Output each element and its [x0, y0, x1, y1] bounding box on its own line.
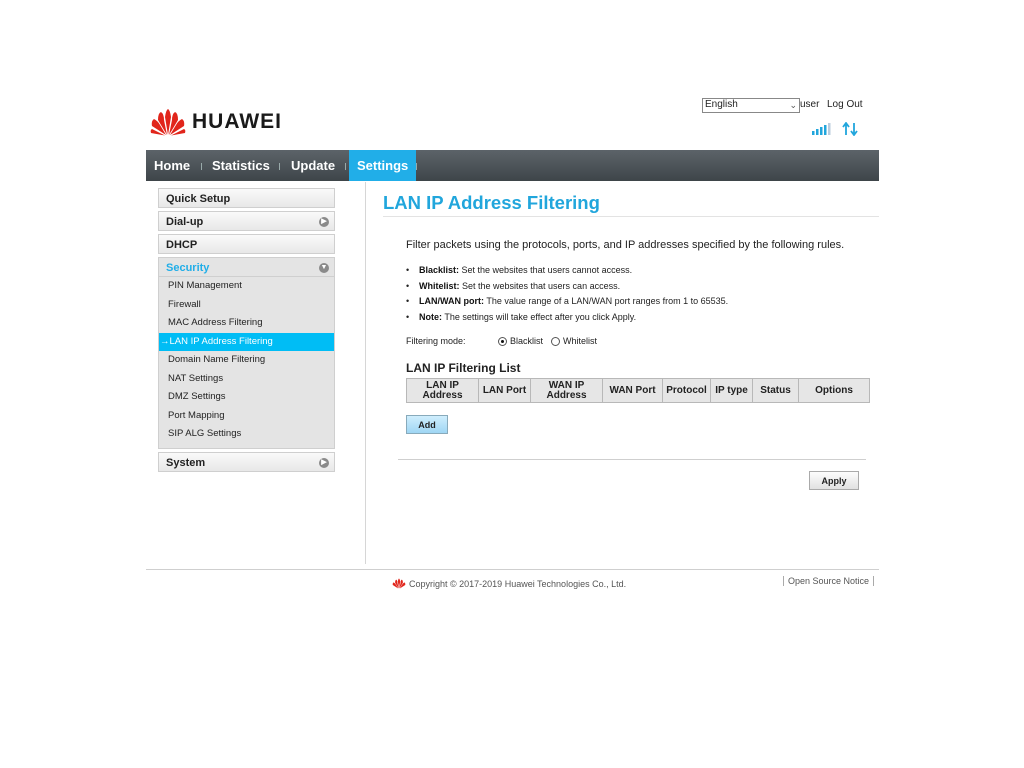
language-select[interactable]	[702, 98, 800, 113]
huawei-flower-icon	[150, 108, 186, 136]
status-icons	[812, 122, 858, 136]
huawei-flower-icon	[392, 578, 406, 589]
up-down-arrows-icon	[842, 122, 858, 136]
brand-name: HUAWEI	[192, 110, 282, 133]
sidebar-item-system[interactable]	[158, 452, 335, 472]
rule-item: • Blacklist: Set the websites that users cannot access.	[406, 265, 633, 275]
sidebar-subitem-nat-settings[interactable]: NAT Settings	[168, 372, 224, 384]
sidebar	[158, 188, 335, 475]
sidebar-subitem-mac-filtering[interactable]: MAC Address Filtering	[168, 317, 263, 328]
nav-settings[interactable]: Settings	[349, 150, 416, 181]
blacklist-label[interactable]: Blacklist	[510, 336, 544, 346]
sidebar-item-dialup[interactable]	[158, 211, 335, 231]
sidebar-item-label: LAN IP Address Filtering	[169, 335, 273, 347]
sidebar-subitem-firewall[interactable]: Firewall	[168, 298, 201, 310]
column-header: IP type	[711, 379, 753, 403]
add-button[interactable]: Add	[406, 415, 448, 434]
arrow-right-icon: →	[160, 335, 170, 347]
sidebar-item-label: DHCP	[166, 239, 198, 251]
chevron-down-icon: ⌄	[789, 100, 797, 110]
rule-item: • Whitelist: Set the websites that users can access.	[406, 280, 621, 291]
username-label: user	[800, 99, 820, 110]
rule-item: • Note: The settings will take effect after you click Apply.	[406, 311, 637, 322]
sidebar-item-quick-setup[interactable]	[158, 188, 335, 208]
page-wrapper	[146, 96, 879, 589]
sidebar-item-label: Security	[166, 262, 210, 274]
nav-separator	[201, 163, 202, 170]
nav-update[interactable]: Update	[291, 158, 336, 173]
sidebar-subitem-domain-filtering[interactable]: Domain Name Filtering	[168, 354, 266, 365]
sidebar-subitem-lan-ip-filtering[interactable]	[159, 333, 334, 352]
sidebar-subitem-port-mapping[interactable]: Port Mapping	[168, 409, 225, 421]
title-divider	[383, 216, 879, 217]
apply-button[interactable]: Apply	[809, 471, 859, 490]
sidebar-subitem-dmz-settings[interactable]: DMZ Settings	[168, 391, 226, 402]
column-header: WAN IP Address	[531, 379, 603, 403]
column-header: WAN Port	[603, 379, 663, 403]
column-header: Options	[799, 379, 870, 403]
nav-separator	[279, 163, 280, 170]
sidebar-item-label: Quick Setup	[166, 193, 231, 205]
huawei-logo[interactable]	[150, 108, 282, 136]
nav-home[interactable]: Home	[154, 158, 191, 173]
filtering-mode-row	[406, 336, 597, 346]
open-source-notice-link[interactable]: Open Source Notice	[783, 576, 874, 586]
expand-arrow-icon: ▶	[319, 458, 329, 468]
column-header: Status	[753, 379, 799, 403]
column-header: LAN IP Address	[407, 379, 479, 403]
list-title: LAN IP Filtering List	[406, 361, 521, 375]
language-value: English	[705, 99, 738, 110]
filtering-mode-label: Filtering mode:	[406, 336, 466, 346]
page-title: LAN IP Address Filtering	[383, 192, 600, 213]
nav-separator	[345, 163, 346, 170]
column-header: LAN Port	[479, 379, 531, 403]
sidebar-divider	[365, 182, 366, 564]
sidebar-item-label: Dial-up	[166, 216, 204, 228]
rules-list	[406, 265, 728, 327]
sidebar-subitem-pin-management[interactable]: PIN Management	[168, 280, 242, 291]
expand-arrow-icon: ▶	[319, 217, 329, 227]
footer-divider	[146, 569, 879, 570]
rule-item: • LAN/WAN port: The value range of a LAN/WAN port ranges from 1 to 65535.	[406, 296, 729, 306]
collapse-arrow-icon: ▼	[320, 264, 328, 271]
content-divider	[398, 459, 866, 460]
security-submenu	[158, 277, 335, 449]
sidebar-item-security[interactable]	[158, 257, 335, 277]
copyright-text: Copyright © 2017-2019 Huawei Technologies Co., Ltd.	[409, 578, 627, 589]
blacklist-radio[interactable]	[498, 337, 507, 346]
main-nav	[146, 150, 879, 181]
nav-statistics[interactable]: Statistics	[212, 158, 270, 173]
nav-separator	[416, 163, 417, 170]
signal-bars-icon	[812, 123, 832, 135]
main-content	[383, 192, 879, 486]
filter-table	[406, 378, 870, 403]
sidebar-item-dhcp[interactable]	[158, 234, 335, 254]
column-header: Protocol	[663, 379, 711, 403]
whitelist-label[interactable]: Whitelist	[563, 336, 598, 346]
sidebar-item-label: System	[166, 456, 206, 469]
sidebar-subitem-sip-alg[interactable]: SIP ALG Settings	[168, 428, 242, 439]
table-header-row	[407, 379, 870, 403]
intro-text: Filter packets using the protocols, ports, and IP addresses specified by the following rules.	[406, 239, 845, 251]
header	[146, 96, 879, 150]
whitelist-radio[interactable]	[551, 337, 560, 346]
logout-link[interactable]: Log Out	[827, 99, 863, 110]
copyright	[392, 578, 626, 589]
